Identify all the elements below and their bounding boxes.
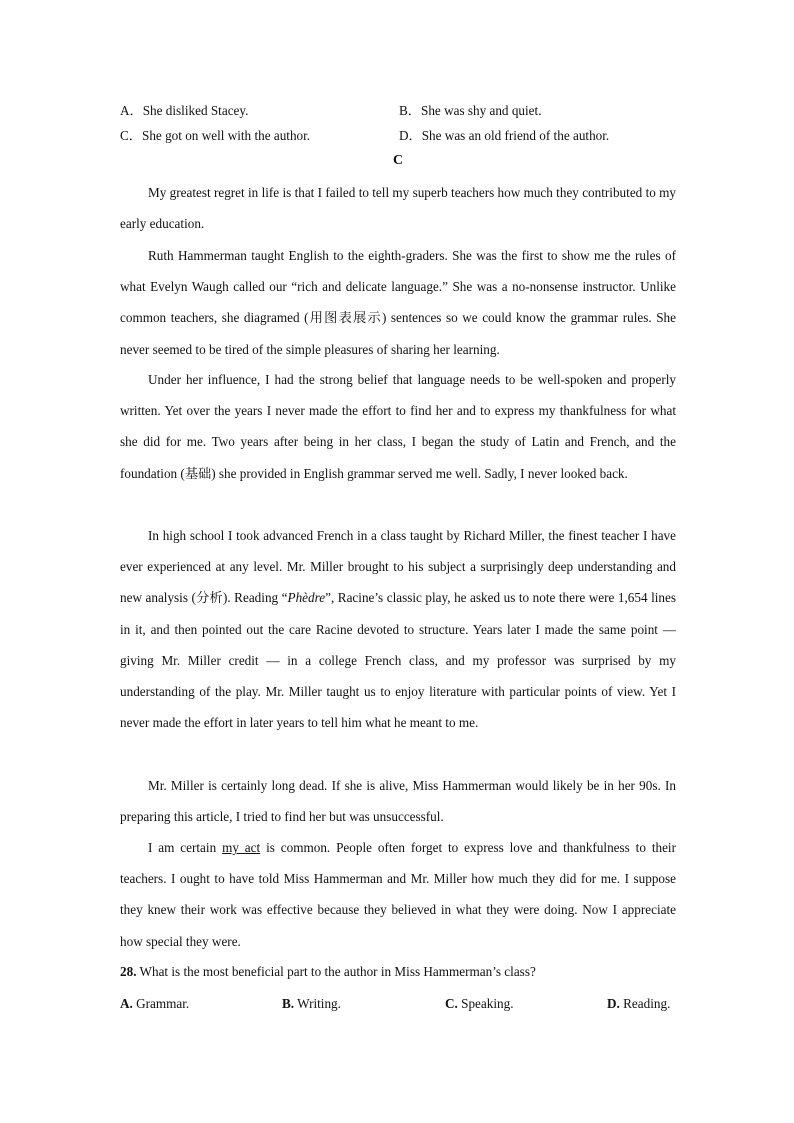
answer-text: Reading. bbox=[619, 996, 671, 1011]
option-text: She disliked Stacey. bbox=[142, 103, 249, 118]
paragraph-2: Ruth Hammerman taught English to the eighth-graders. She was the first to show me the rules of what Evelyn Waugh called our “rich and delicate language.” She was a no-nonsense instructor. Unlike common teachers, she diagramed (用图表展示) sentences so we could know the grammar rules. She never seemed to be tired of the simple pleasures of sharing her learning. bbox=[120, 248, 676, 357]
answer-letter: D. bbox=[607, 996, 620, 1011]
answer-letter: A. bbox=[120, 996, 133, 1011]
paragraph-4-text-b: ”, Racine’s classic play, he asked us to note there were 1,654 lines in it, and then pointed out the care Racine devoted to structure. Years later I made the same point — giving Mr. Miller credit — in a college French class, and my professor was surprised by my understanding of the play. Mr. Miller taught us to enjoy literature with particular points of view. Yet I never made the effort in later years to tell him what he meant to me. bbox=[120, 590, 676, 731]
paragraph-6 bbox=[120, 832, 676, 957]
option-letter: B． bbox=[399, 103, 421, 118]
answer-a bbox=[120, 996, 189, 1012]
underlined-phrase: my act bbox=[222, 840, 261, 855]
question-number: 28. bbox=[120, 964, 137, 979]
option-row-ab bbox=[120, 100, 676, 120]
option-c bbox=[120, 125, 310, 144]
answer-letter: B. bbox=[282, 996, 295, 1011]
option-letter: D． bbox=[399, 128, 422, 143]
paragraph-3: Under her influence, I had the strong belief that language needs to be well-spoken and properly written. Yet over the years I never made the effort to find her and to express my thankfulness for what she did for me. Two years after being in her class, I began the study of Latin and French, and the foundation (基础) she provided in English grammar served me well. Sadly, I never looked back. bbox=[120, 372, 676, 481]
answer-text: Writing. bbox=[294, 996, 341, 1011]
section-title: C bbox=[392, 153, 404, 168]
option-b bbox=[399, 100, 542, 119]
paragraph-4 bbox=[120, 520, 676, 738]
answer-d bbox=[607, 996, 670, 1012]
paragraph-6-text-b: is common. People often forget to express love and thankfulness to their teachers. I ought to have told Miss Hammerman and Mr. Miller how much they did for me. I suppose they knew their work was effective because they believed in what they were doing. Now I appreciate how special they were. bbox=[120, 840, 676, 949]
paragraph-1: My greatest regret in life is that I failed to tell my superb teachers how much they contributed to my early education. bbox=[120, 185, 676, 232]
paragraph-6-text-a: I am certain bbox=[148, 840, 223, 855]
option-row-cd bbox=[120, 125, 676, 145]
answer-c bbox=[445, 996, 514, 1012]
play-title: Phèdre bbox=[287, 590, 326, 606]
answer-row bbox=[120, 996, 676, 1016]
option-letter: A． bbox=[120, 103, 143, 118]
option-a bbox=[120, 100, 248, 119]
paragraph-5: Mr. Miller is certainly long dead. If she is alive, Miss Hammerman would likely be in her 90s. In preparing this article, I tried to find her but was unsuccessful. bbox=[120, 778, 676, 825]
question-28 bbox=[120, 964, 676, 980]
option-text: She was shy and quiet. bbox=[420, 103, 542, 118]
option-text: She was an old friend of the author. bbox=[421, 128, 610, 143]
answer-text: Grammar. bbox=[132, 996, 190, 1011]
answer-text: Speaking. bbox=[457, 996, 514, 1011]
option-d bbox=[399, 125, 609, 144]
answer-letter: C. bbox=[445, 996, 458, 1011]
option-letter: C． bbox=[120, 128, 142, 143]
option-text: She got on well with the author. bbox=[141, 128, 311, 143]
question-text: What is the most beneficial part to the author in Miss Hammerman’s class? bbox=[136, 964, 536, 979]
answer-b bbox=[282, 996, 341, 1012]
paragraph-4-text-a: In high school I took advanced French in a class taught by Richard Miller, the finest teacher I have ever experienced at any level. Mr. Miller brought to his subject a surprisingly deep understanding and new analysis (分析). Reading “ bbox=[120, 528, 676, 606]
